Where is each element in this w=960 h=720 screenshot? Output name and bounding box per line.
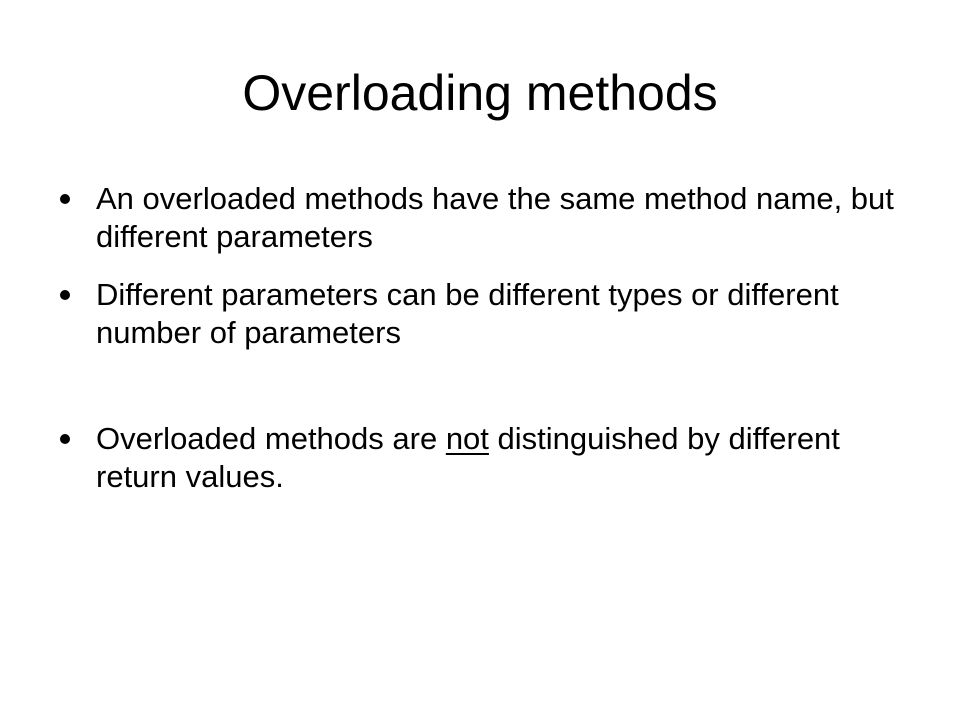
bullet-dot-icon xyxy=(60,194,70,204)
bullet-emphasis: not xyxy=(445,421,489,456)
bullet-item xyxy=(60,420,910,496)
bullet-dot-icon xyxy=(60,290,70,300)
bullet-text: Different parameters can be different types or different number of parameters xyxy=(96,277,839,350)
bullet-text-before: Overloaded methods are xyxy=(96,421,446,456)
bullet-dot-icon xyxy=(60,434,70,444)
bullet-item xyxy=(60,276,910,352)
bullet-text: An overloaded methods have the same method name, but different parameters xyxy=(96,181,894,254)
bullet-item xyxy=(60,180,910,256)
bullet-list xyxy=(60,180,910,496)
bullet-text-after: distinguished by different return values. xyxy=(96,421,840,494)
slide-title: Overloading methods xyxy=(242,65,718,121)
